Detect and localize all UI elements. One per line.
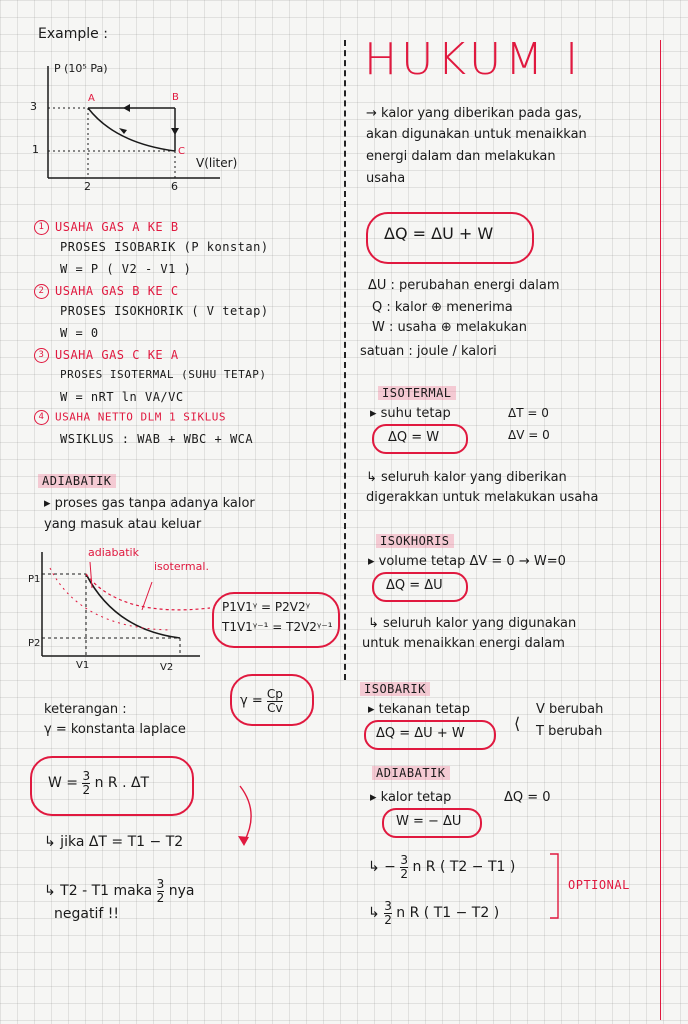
isotermal-dv: ΔV = 0 [508, 428, 550, 442]
adiabatik-right-dq: ΔQ = 0 [504, 790, 551, 805]
pv-cycle-graph [20, 58, 280, 198]
graph1-ylabel: P (10⁵ Pa) [54, 62, 108, 75]
isotermal-line: ▸ suhu tetap [370, 406, 451, 421]
item3-line1: PROSES ISOTERMAL (SUHU TETAP) [60, 368, 267, 381]
isokhoris-heading: ISOKHORIS [376, 534, 454, 548]
isotermal-dt: ΔT = 0 [508, 406, 549, 420]
intro-2: akan digunakan untuk menaikkan [366, 127, 587, 142]
intro-1: → kalor yang diberikan pada gas, [366, 106, 583, 121]
adiabatik-right-eq: W = − ΔU [396, 814, 462, 829]
isokhoris-note1: ↳ seluruh kalor yang digunakan [368, 616, 577, 631]
adiabatik-desc2: yang masuk atau keluar [44, 517, 202, 532]
adiabatik-l2: ↳ $\frac{3}{2}$ n R ( T1 − T2 ) [368, 899, 500, 927]
item1-line1: PROSES ISOBARIK (P konstan) [60, 240, 269, 254]
item1-title: 1 USAHA GAS A KE B [34, 220, 179, 235]
isobarik-heading: ISOBARIK [360, 682, 430, 696]
point-c: C [178, 146, 185, 157]
label-p1: P1 [28, 574, 41, 585]
item4-title: 4 USAHA NETTO DLM 1 SIKLUS [34, 410, 226, 425]
item2-line1: PROSES ISOKHORIK ( V tetap) [60, 304, 269, 318]
margin-line [660, 40, 661, 1020]
work-eq: W = $\frac{3}{2}$ n R . ΔT [48, 769, 150, 797]
jika-dt: ↳ jika ΔT = T1 − T2 [44, 834, 184, 850]
isobarik-v: V berubah [536, 702, 604, 717]
label-adiabatik: adiabatik [88, 546, 139, 559]
eq-tv: T1V1ᵞ⁻¹ = T2V2ᵞ⁻¹ [222, 620, 333, 634]
isobarik-t: T berubah [536, 724, 603, 739]
adiabatik-heading-left: ADIABATIK [38, 474, 116, 488]
column-divider [344, 40, 346, 680]
t2-t1-note: ↳ T2 - T1 maka $\frac{3}{2}$ nya [44, 877, 195, 905]
label-v2: V2 [160, 662, 174, 673]
item3-title: 3 USAHA GAS C KE A [34, 348, 179, 363]
negatif: negatif !! [54, 906, 119, 922]
adiabatik-right-line: ▸ kalor tetap [370, 790, 452, 805]
isobarik-bracket: ⟨ [514, 714, 521, 733]
label-isotermal: isotermal. [154, 560, 209, 573]
adiabatik-heading-right: ADIABATIK [372, 766, 450, 780]
graph1-xlabel: V(liter) [196, 156, 238, 170]
curved-arrow [234, 782, 264, 852]
optional-label: OPTIONAL [568, 878, 630, 892]
adiabatik-l1: ↳ − $\frac{3}{2}$ n R ( T2 − T1 ) [368, 853, 516, 881]
item1-line2: W = P ( V2 - V1 ) [60, 262, 192, 276]
def-w: W : usaha ⊕ melakukan [372, 320, 527, 335]
isotermal-note2: digerakkan untuk melakukan usaha [366, 490, 599, 505]
main-equation: ΔQ = ΔU + W [384, 224, 494, 243]
point-b: B [172, 92, 179, 103]
isokhoris-line: ▸ volume tetap ΔV = 0 → W=0 [368, 554, 566, 569]
example-label: Example : [38, 26, 108, 42]
intro-3: energi dalam dan melakukan [366, 149, 556, 164]
isotermal-heading: ISOTERMAL [378, 386, 456, 400]
isotermal-note1: ↳ seluruh kalor yang diberikan [366, 470, 567, 485]
graph1-x6: 6 [171, 180, 178, 193]
isobarik-line: ▸ tekanan tetap [368, 702, 471, 717]
item2-title: 2 USAHA GAS B KE C [34, 284, 179, 299]
isokhoris-note2: untuk menaikkan energi dalam [362, 636, 565, 651]
def-du: ΔU : perubahan energi dalam [368, 278, 560, 293]
graph1-x2: 2 [84, 180, 91, 193]
keterangan-val: γ = konstanta laplace [44, 722, 186, 737]
isokhoris-eq: ΔQ = ΔU [386, 578, 443, 593]
intro-4: usaha [366, 171, 406, 186]
eq-pv: P1V1ᵞ = P2V2ᵞ [222, 600, 311, 614]
isotermal-eq: ΔQ = W [388, 430, 440, 445]
graph1-y3: 3 [30, 100, 37, 113]
satuan: satuan : joule / kalori [360, 344, 497, 359]
optional-bracket [548, 852, 562, 922]
label-p2: P2 [28, 638, 41, 649]
adiabatik-desc1: ▸ proses gas tanpa adanya kalor [44, 496, 255, 511]
point-a: A [88, 93, 95, 104]
graph1-y1: 1 [32, 143, 39, 156]
gamma-def: γ = $\frac{Cp}{Cv}$ [240, 687, 283, 715]
item3-line2: W = nRT ln VA/VC [60, 390, 184, 404]
item4-line1: WSIKLUS : WAB + WBC + WCA [60, 432, 254, 446]
label-v1: V1 [76, 660, 90, 671]
isobarik-eq: ΔQ = ΔU + W [376, 726, 465, 741]
item2-line2: W = 0 [60, 326, 99, 340]
keterangan: keterangan : [44, 702, 127, 717]
def-q: Q : kalor ⊕ menerima [372, 300, 513, 315]
page-title: HUKUM I [364, 34, 583, 85]
